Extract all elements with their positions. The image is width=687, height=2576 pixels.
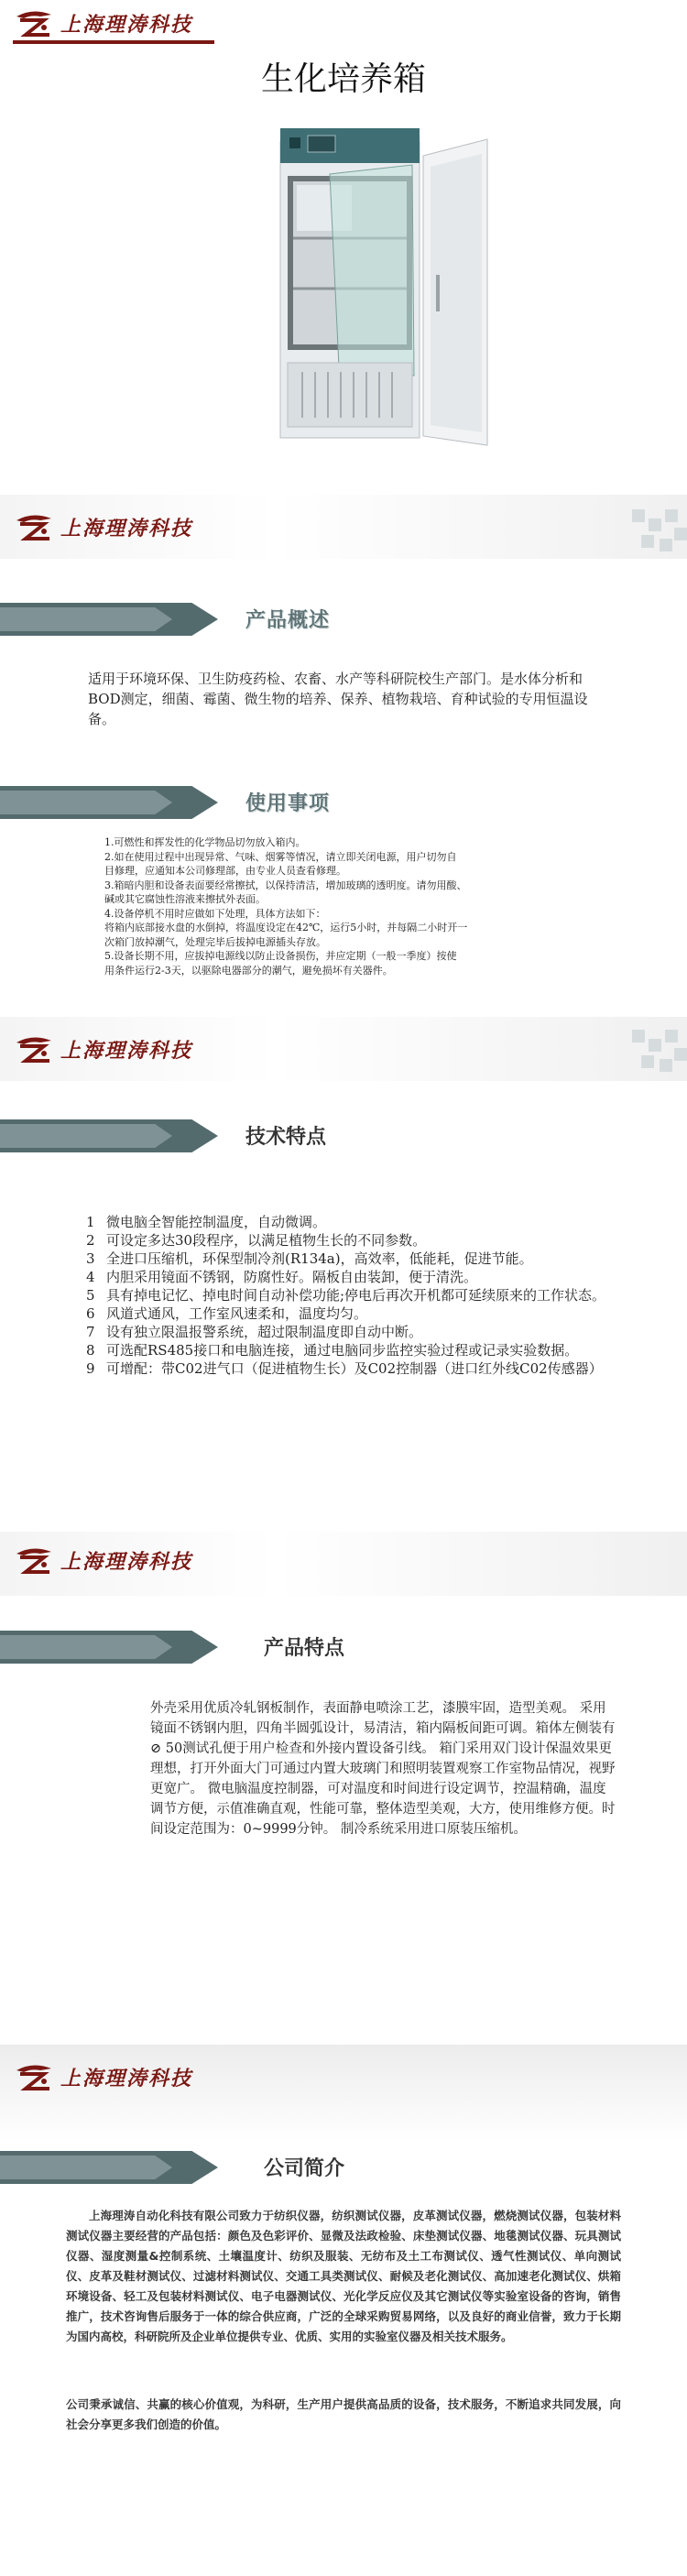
- logo-icon: [13, 1545, 55, 1576]
- item-number: 4: [86, 1269, 95, 1285]
- item-number: 2: [86, 1232, 95, 1249]
- brand-logo: [13, 2061, 213, 2092]
- list-item: [86, 1323, 636, 1341]
- logo-text: 上海理涛科技: [60, 12, 193, 37]
- decorative-squares: [632, 509, 687, 583]
- item-text: 可增配：带C02进气口（促进植物生长）及C02控制器（进口红外线C02传感器）: [106, 1360, 603, 1377]
- logo-text: 上海理涛科技: [60, 516, 193, 540]
- section-title-overview: 产品概述: [245, 609, 331, 632]
- section-band: [0, 1631, 256, 1664]
- section-band: [0, 786, 256, 819]
- list-item: [86, 1231, 636, 1250]
- item-text: 可选配RS485接口和电脑连接，通过电脑同步监控实验过程或记录实验数据。: [106, 1342, 579, 1359]
- list-item: [86, 1250, 636, 1268]
- item-number: 1: [86, 1214, 95, 1230]
- item-number: 6: [86, 1305, 95, 1322]
- usage-line: 目修理，应通知本公司修理部，由专业人员查看修理。: [104, 865, 346, 877]
- product-text: 外壳采用优质冷轧钢板制作，表面静电喷涂工艺，漆膜牢固，造型美观。 采用镜面不锈钢内胆，四角半圆弧设计，易清洁，箱内隔板间距可调。箱体左侧装有⊘ 50测试孔便于用户检查和外接内置设备引线。 箱门采用双门设计保温效果更理想，打开外面大门可通过内置大玻璃门和照明装置观察工作室物品情况，视野更宽广。 微电脑温度控制器，可对温度和时间进行设定调节，控温精确，温度调节方便，示值准确直观，性能可靠，整体造型美观，大方，使用维修方便。时间设定范围为：0~9999分钟。 制冷系统采用进口原装压缩机。: [150, 1701, 616, 1837]
- logo-icon: [13, 2061, 55, 2092]
- usage-line: 1.可燃性和挥发性的化学物品切勿放入箱内。: [104, 836, 306, 848]
- usage-line: 3.箱暗内胆和设备表面要经常擦拭，以保持清洁，增加玻璃的透明度。请勿用酸、: [104, 879, 467, 891]
- company-intro: 上海理涛自动化科技有限公司致力于纺织仪器，纺织测试仪器，皮革测试仪器，燃烧测试仪器，包装材料测试仪器主要经营的产品包括：颜色及色彩评价、显微及法政检验、床垫测试仪器、地毯测试仪器、玩具测试仪器、湿度测量&控制系统、土壤温度计、纺织及服装、无纺布及土工布测试仪、透气性测试仪、单向测试仪、皮革及鞋材测试仪、过滤材料测试仪、交通工具类测试仪、耐候及老化测试仪、高加速老化测试仪、烘箱环境设备、轻工及包装材料测试仪、电子电器测试仪、光化学反应仪及其它测试仪等实验室设备的咨询，销售推广，技术咨询售后服务于一体的综合供应商，广泛的全球采购贸易网络，以及良好的商业信誉，致力于长期为国内高校，科研院所及企业单位提供专业、优质、实用的实验室仪器及相关技术服务。: [66, 2209, 621, 2343]
- item-number: 7: [86, 1324, 95, 1340]
- logo-underline: [13, 40, 214, 44]
- tech-list: [86, 1213, 636, 1378]
- company-values: 公司秉承诚信、共赢的核心价值观，为科研，生产用户提供高品质的设备，技术服务，不断追求共同发展，向社会分享更多我们创造的价值。: [66, 2397, 621, 2431]
- list-item: [86, 1304, 636, 1323]
- incubator-image: [275, 101, 495, 467]
- logo-text: 上海理涛科技: [60, 1038, 193, 1063]
- section-title-product: 产品特点: [264, 1637, 345, 1660]
- list-item: [86, 1213, 636, 1231]
- decorative-squares: [632, 1030, 687, 1103]
- section-title-usage: 使用事项: [245, 792, 331, 815]
- section-title-company: 公司简介: [264, 2157, 345, 2180]
- brand-logo: [13, 511, 213, 542]
- logo-icon: [13, 1033, 55, 1064]
- brand-logo: [13, 1033, 213, 1064]
- overview-text: 适用于环境环保、卫生防疫药检、农畜、水产等科研院校生产部门。是水体分析和BOD测定，细菌、霉菌、微生物的培养、保养、植物栽培、育种试验的专用恒温设备。: [88, 671, 588, 727]
- usage-line: 4.设备停机不用时应做如下处理，具体方法如下：: [104, 907, 326, 920]
- logo-icon: [13, 7, 55, 38]
- usage-line: 用条件运行2-3天，以驱除电器部分的潮气，避免损坏有关器件。: [104, 964, 393, 977]
- brand-logo: [13, 1545, 213, 1576]
- item-text: 全进口压缩机，环保型制冷剂(R134a)，高效率，低能耗，促进节能。: [106, 1250, 533, 1267]
- logo-icon: [13, 511, 55, 542]
- item-number: 5: [86, 1287, 95, 1304]
- usage-line: 将箱内底部接水盘的水倒掉，将温度设定在42℃，运行5小时，并每隔二小时开一: [104, 922, 468, 933]
- list-item: [86, 1268, 636, 1286]
- item-text: 可设定多达30段程序，以满足植物生长的不同参数。: [106, 1232, 427, 1249]
- section-band: [0, 2151, 256, 2184]
- item-number: 9: [86, 1360, 95, 1377]
- list-item: [86, 1286, 636, 1304]
- item-number: 8: [86, 1342, 95, 1359]
- usage-line: 5.设备长期不用，应拔掉电源线以防止设备损伤，并应定期（一般一季度）按使: [104, 950, 457, 962]
- item-text: 微电脑全智能控制温度，自动微调。: [106, 1214, 327, 1230]
- brand-logo: [13, 7, 213, 38]
- item-text: 风道式通风，工作室风速柔和，温度均匀。: [106, 1305, 368, 1322]
- section-band: [0, 603, 256, 636]
- page-title: 生化培养箱: [260, 60, 426, 98]
- list-item: [86, 1359, 636, 1378]
- logo-text: 上海理涛科技: [60, 2066, 193, 2090]
- usage-list: [104, 835, 581, 977]
- item-text: 具有掉电记忆、掉电时间自动补偿功能;停电后再次开机都可延续原来的工作状态。: [106, 1287, 606, 1304]
- section-band: [0, 1119, 256, 1152]
- usage-line: 2.如在使用过程中出现异常、气味、烟雾等情况，请立即关闭电源，用户切勿自: [104, 850, 457, 863]
- item-text: 设有独立限温报警系统，超过限制温度即自动中断。: [106, 1324, 423, 1340]
- item-number: 3: [86, 1250, 95, 1267]
- item-text: 内胆采用镜面不锈钢，防腐性好。隔板自由装卸，便于清洗。: [106, 1269, 478, 1285]
- usage-line: 碱或其它腐蚀性溶液来擦拭外表面。: [104, 893, 266, 905]
- logo-text: 上海理涛科技: [60, 1549, 193, 1574]
- list-item: [86, 1341, 636, 1359]
- section-title-tech: 技术特点: [245, 1126, 327, 1149]
- usage-line: 次箱门放掉潮气，处理完毕后拔掉电源插头存放。: [104, 935, 326, 948]
